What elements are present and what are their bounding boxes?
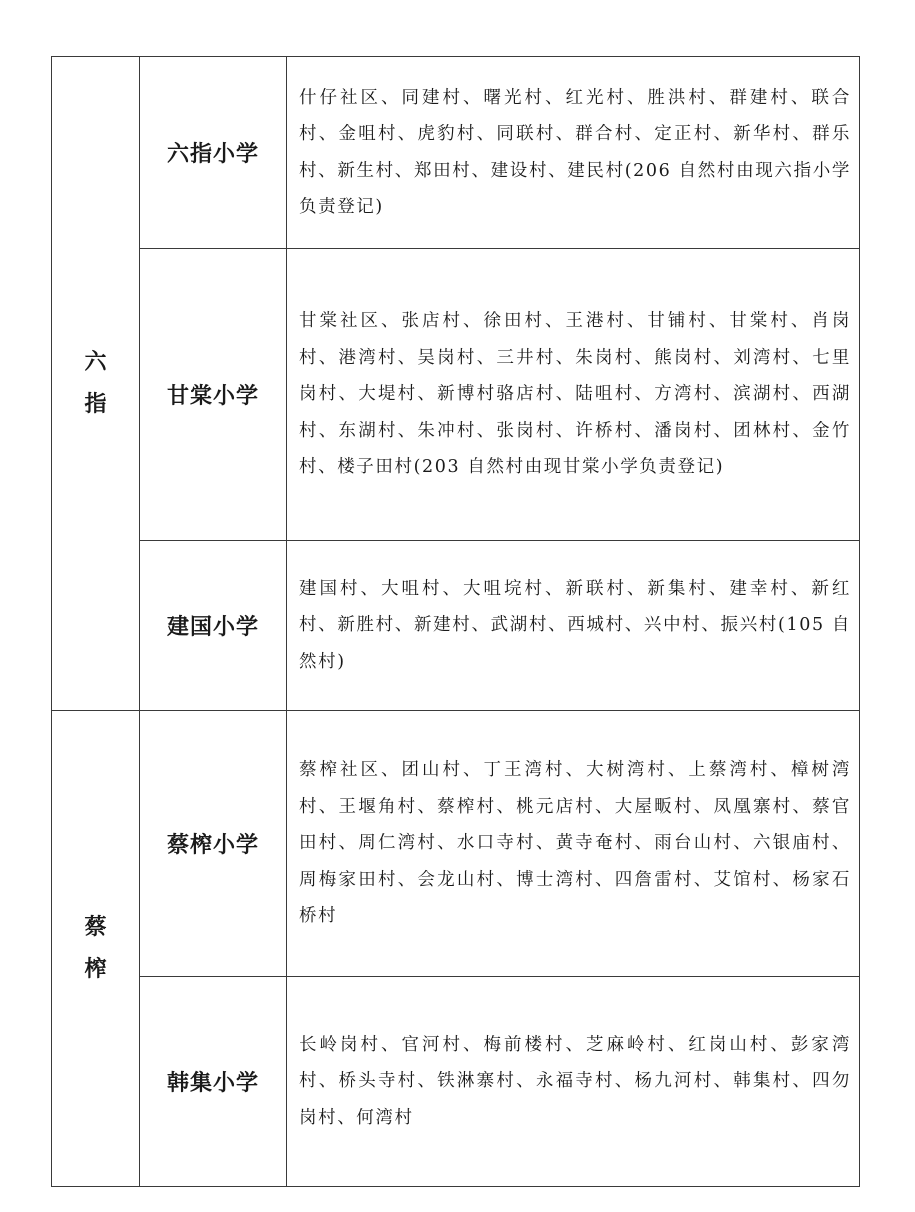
school-name-cell: 六指小学 <box>140 57 287 249</box>
school-name-cell: 建国小学 <box>140 541 287 711</box>
table-row <box>52 711 860 977</box>
school-name-cell: 甘棠小学 <box>140 249 287 541</box>
school-village-table <box>51 56 860 1187</box>
table-row <box>52 249 860 541</box>
town-cell-liuzhi <box>52 57 140 711</box>
town-name-char: 指 <box>84 391 107 417</box>
registration-table-container <box>51 56 859 1187</box>
village-list-cell: 什仔社区、同建村、曙光村、红光村、胜洪村、群建村、联合村、金咀村、虎豹村、同联村、群合村、定正村、新华村、群乐村、新生村、郑田村、建设村、建民村(206 自然村由现六指小学负责登记) <box>287 57 860 249</box>
school-name-cell: 韩集小学 <box>140 977 287 1187</box>
table-row <box>52 57 860 249</box>
town-cell-caizha <box>52 711 140 1187</box>
table-row <box>52 977 860 1187</box>
village-list-cell: 长岭岗村、官河村、梅前楼村、芝麻岭村、红岗山村、彭家湾村、桥头寺村、铁淋寨村、永福寺村、杨九河村、韩集村、四勿岗村、何湾村 <box>287 977 860 1187</box>
school-name-cell: 蔡榨小学 <box>140 711 287 977</box>
village-list-cell: 蔡榨社区、团山村、丁王湾村、大树湾村、上蔡湾村、樟树湾村、王堰角村、蔡榨村、桃元店村、大屋畈村、凤凰寨村、蔡官田村、周仁湾村、水口寺村、黄寺奄村、雨台山村、六银庙村、周梅家田村、会龙山村、博士湾村、四詹雷村、艾馆村、杨家石桥村 <box>287 711 860 977</box>
town-name-char: 榨 <box>84 956 107 982</box>
village-list-cell: 甘棠社区、张店村、徐田村、王港村、甘铺村、甘棠村、肖岗村、港湾村、吴岗村、三井村、朱岗村、熊岗村、刘湾村、七里岗村、大堤村、新博村骆店村、陆咀村、方湾村、滨湖村、西湖村、东湖村、朱冲村、张岗村、许桥村、潘岗村、团林村、金竹村、楼子田村(203 自然村由现甘棠小学负责登记) <box>287 249 860 541</box>
table-row <box>52 541 860 711</box>
town-name-char: 六 <box>84 349 107 375</box>
village-list-cell: 建国村、大咀村、大咀垸村、新联村、新集村、建幸村、新红村、新胜村、新建村、武湖村、西城村、兴中村、振兴村(105 自然村) <box>287 541 860 711</box>
town-name-char: 蔡 <box>84 914 107 940</box>
